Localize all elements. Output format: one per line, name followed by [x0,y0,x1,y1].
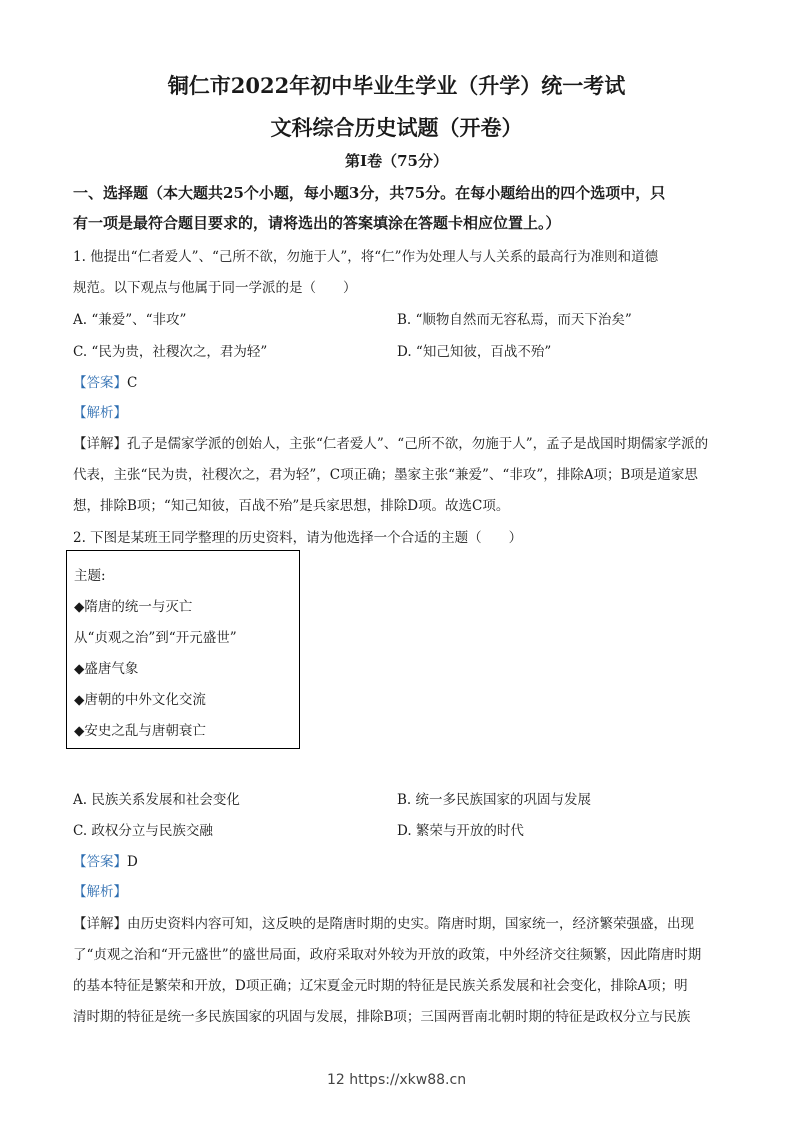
q2-option-d: D. 繁荣与开放的时代 [397,823,524,839]
q1-detail-line2: 代表，主张“民为贵，社稷次之，君为轻”，C项正确；墨家主张“兼爱”、“非攻”，排除A项；B项是道家思 [73,467,698,483]
q2-detail-line2: 了“贞观之治和“开元盛世”的盛世局面，政府采取对外较为开放的政策，中外经济交往频繁，因此隋唐时期 [73,947,702,963]
q2-detail-line1: 【详解】由历史资料内容可知，这反映的是隋唐时期的史实。隋唐时期，国家统一，经济繁荣强盛，出现 [73,916,694,932]
q1-option-d: D. “知己知彼，百战不殆” [397,344,552,360]
q1-option-b: B. “顺物自然而无容私焉，而天下治矣” [397,312,632,328]
q1-detail-line1: 【详解】孔子是儒家学派的创始人，主张“仁者爱人”、“己所不欲，勿施于人”，孟子是战国时期儒家学派的 [73,436,709,452]
q1-answer [73,371,723,391]
q1-detail-line3: 想，排除B项；“知己知彼，百战不殆”是兵家思想，排除D项。故选C项。 [73,498,510,514]
q2-box-line: 从“贞观之治”到“开元盛世” [74,630,237,646]
q1-option-a: A. “兼爱”、“非攻” [73,312,187,328]
answer-tag: 【答案】 [73,854,127,870]
q2-stem: 2. 下图是某班王同学整理的历史资料，请为他选择一个合适的主题（ ） [73,530,523,546]
q2-box-line: ◆隋唐的统一与灭亡 [74,599,193,615]
q2-option-b: B. 统一多民族国家的巩固与发展 [397,792,592,808]
q2-analysis-tag: 【解析】 [73,884,127,900]
page-footer: 12 https://xkw88.cn [326,1072,467,1088]
q2-box-line: ◆安史之乱与唐朝衰亡 [74,723,206,739]
q1-stem-line2: 规范。以下观点与他属于同一学派的是（ ） [73,280,357,296]
q2-box-line: ◆唐朝的中外文化交流 [74,692,206,708]
q2-detail-line3: 的基本特征是繁荣和开放，D项正确；辽宋夏金元时期的特征是民族关系发展和社会变化，排除A项；明 [73,978,688,994]
q2-detail-line4: 清时期的特征是统一多民族国家的巩固与发展，排除B项；三国两晋南北朝时期的特征是政权分立与民族 [73,1009,691,1025]
section-heading-line2: 有一项是最符合题目要求的，请将选出的答案填涂在答题卡相应位置上。） [73,214,561,232]
q2-box-line: ◆盛唐气象 [74,661,139,677]
q2-option-c: C. 政权分立与民族交融 [73,823,213,839]
exam-subtitle: 文科综合历史试题（开卷） [270,115,523,140]
section-heading-line1: 一、选择题（本大题共25个小题，每小题3分，共75分。在每小题给出的四个选项中，只 [73,184,666,202]
q1-analysis-tag: 【解析】 [73,405,127,421]
q2-answer [73,850,723,870]
answer-tag: 【答案】 [73,375,127,391]
q2-box-line: 主题: [74,568,106,584]
q1-option-c: C. “民为贵，社稷次之，君为轻” [73,344,268,360]
q1-stem-line1: 1. 他提出“仁者爱人”、“己所不欲，勿施于人”，将“仁”作为处理人与人关系的最高行为准则和道德 [73,249,659,265]
part-heading: 第I卷（75分） [345,152,448,170]
answer-value: C [127,375,138,391]
q2-option-a: A. 民族关系发展和社会变化 [73,792,240,808]
answer-value: D [127,854,138,870]
exam-title: 铜仁市2022年初中毕业生学业（升学）统一考试 [167,73,626,98]
